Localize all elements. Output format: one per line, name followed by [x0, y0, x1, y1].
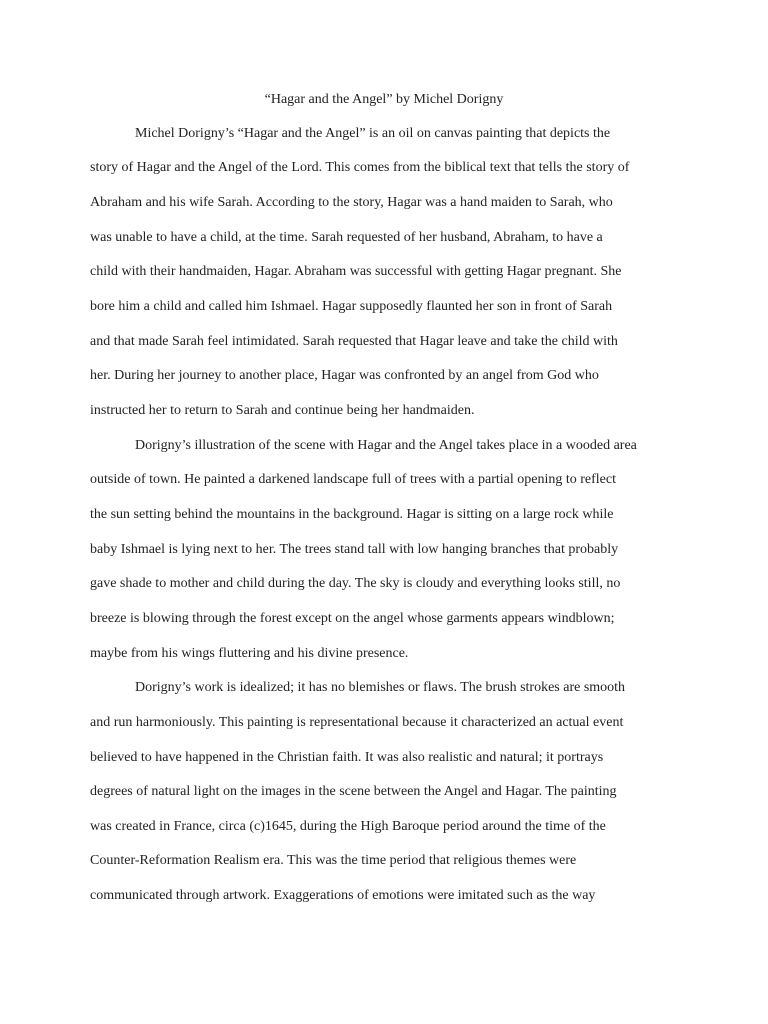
- text-line: instructed her to return to Sarah and continue being her handmaiden.: [90, 403, 475, 418]
- text-line: Dorigny’s work is idealized; it has no blemishes or flaws. The brush strokes are smooth: [135, 680, 626, 695]
- text-line: baby Ishmael is lying next to her. The trees stand tall with low hanging branches that probably: [90, 542, 619, 557]
- document-title: “Hagar and the Angel” by Michel Dorigny: [264, 92, 504, 107]
- text-line: Abraham and his wife Sarah. According to the story, Hagar was a hand maiden to Sarah, who: [90, 195, 613, 210]
- text-line: and run harmoniously. This painting is representational because it characterized an actual event: [90, 715, 624, 730]
- text-line: breeze is blowing through the forest except on the angel whose garments appears windblown;: [90, 611, 615, 626]
- text-line: was created in France, circa (c)1645, during the High Baroque period around the time of the: [90, 819, 606, 834]
- text-line: outside of town. He painted a darkened landscape full of trees with a partial opening to reflect: [90, 472, 616, 487]
- text-line: the sun setting behind the mountains in the background. Hagar is sitting on a large rock while: [90, 507, 614, 522]
- text-line: Michel Dorigny’s “Hagar and the Angel” is an oil on canvas painting that depicts the: [135, 126, 611, 141]
- text-line: her. During her journey to another place, Hagar was confronted by an angel from God who: [90, 368, 599, 383]
- text-line: gave shade to mother and child during the day. The sky is cloudy and everything looks still, no: [90, 576, 621, 591]
- text-line: was unable to have a child, at the time. Sarah requested of her husband, Abraham, to have a: [90, 230, 603, 245]
- text-line: maybe from his wings fluttering and his divine presence.: [90, 646, 409, 661]
- text-line: story of Hagar and the Angel of the Lord. This comes from the biblical text that tells the story of: [90, 160, 630, 175]
- text-line: and that made Sarah feel intimidated. Sarah requested that Hagar leave and take the child with: [90, 334, 618, 349]
- text-line: Counter-Reformation Realism era. This was the time period that religious themes were: [90, 853, 577, 868]
- text-line: degrees of natural light on the images in the scene between the Angel and Hagar. The painting: [90, 784, 617, 799]
- text-line: Dorigny’s illustration of the scene with Hagar and the Angel takes place in a wooded area: [135, 438, 637, 453]
- text-line: child with their handmaiden, Hagar. Abraham was successful with getting Hagar pregnant. She: [90, 264, 622, 279]
- text-line: communicated through artwork. Exaggerations of emotions were imitated such as the way: [90, 888, 596, 903]
- text-line: bore him a child and called him Ishmael. Hagar supposedly flaunted her son in front of Sarah: [90, 299, 613, 314]
- text-line: believed to have happened in the Christian faith. It was also realistic and natural; it portrays: [90, 750, 604, 765]
